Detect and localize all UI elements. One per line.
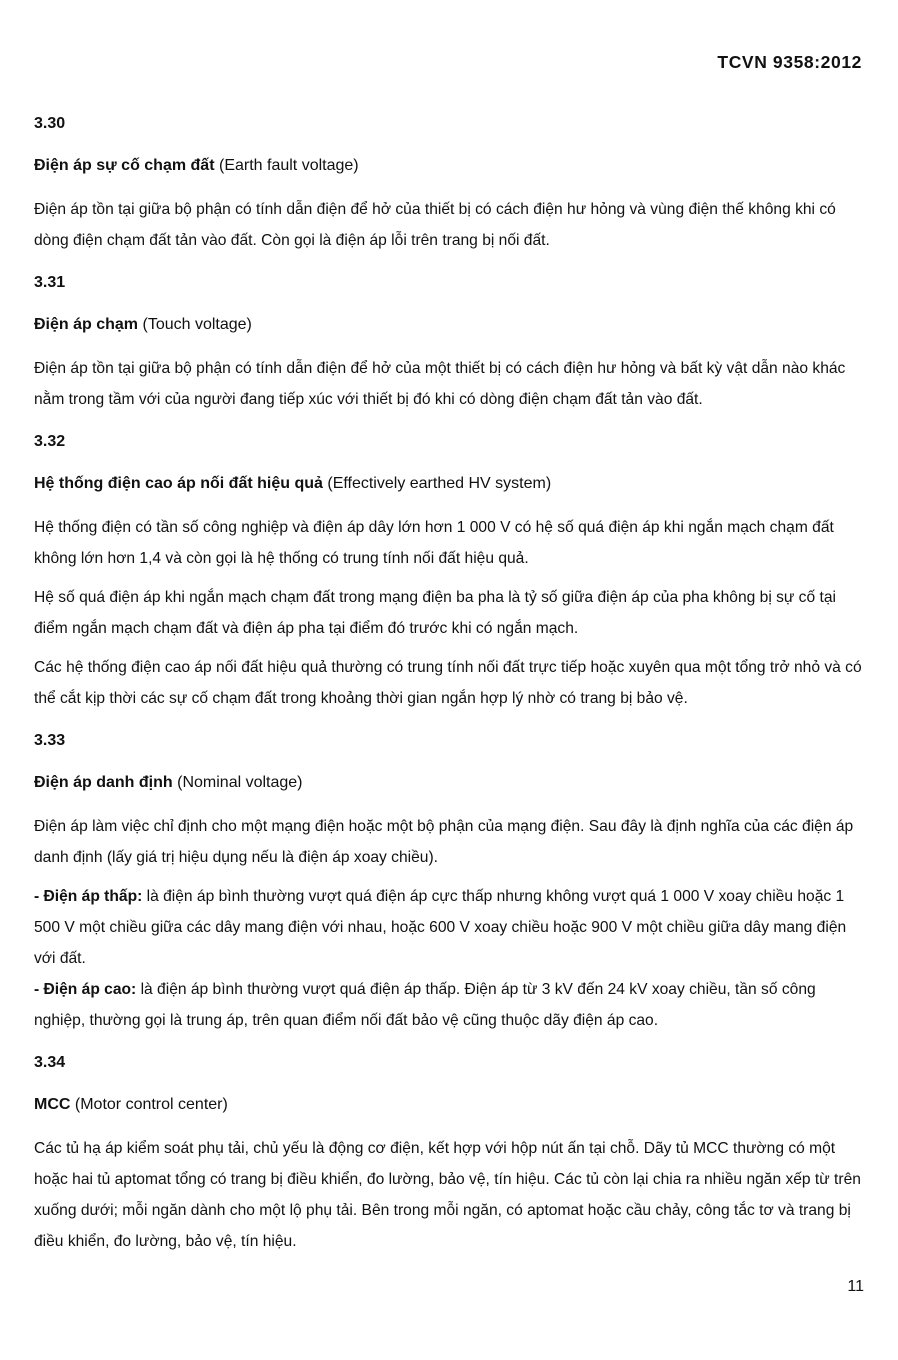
document-body [34,115,866,1265]
term-english: (Motor control center) [74,1096,228,1113]
section-number: 3.33 [34,732,66,749]
section-paragraph: Điện áp tồn tại giữa bộ phận có tính dẫn điện để hở của một thiết bị có cách điện hư hỏng và bất kỳ vật dẫn nào khác nằm trong tầm với của người đang tiếp xúc với thiết bị đó khi có dòng điện chạm đất tản vào đất. [34,360,846,408]
bullet-text: là điện áp bình thường vượt quá điện áp thấp. Điện áp từ 3 kV đến 24 kV xoay chiều, tần số công nghiệp, thường gọi là trung áp, trên quan điểm nối đất bảo vệ cũng thuộc dãy điện áp cao. [34,981,816,1029]
section-paragraph: Điện áp làm việc chỉ định cho một mạng điện hoặc một bộ phận của mạng điện. Sau đây là định nghĩa của các điện áp danh định (lấy giá trị hiệu dụng nếu là điện áp xoay chiều). [34,818,854,866]
section-paragraph: Hệ số quá điện áp khi ngắn mạch chạm đất trong mạng điện ba pha là tỷ số giữa điện áp của pha không bị sự cố tại điểm ngắn mạch chạm đất và điện áp pha tại điểm đó trước khi có ngắn mạch. [34,589,836,637]
section-paragraph: Các hệ thống điện cao áp nối đất hiệu quả thường có trung tính nối đất trực tiếp hoặc xuyên qua một tổng trở nhỏ và có thể cắt kịp thời các sự cố chạm đất trong khoảng thời gian ngắn hợp lý nhờ có trang bị bảo vệ. [34,659,862,707]
term-english: (Nominal voltage) [177,774,303,791]
term-vietnamese: Điện áp danh định [34,774,173,791]
section-number: 3.32 [34,433,66,450]
section-term [34,475,866,493]
document-code: TCVN 9358:2012 [717,52,862,72]
bullet-dash: - [34,981,44,998]
term-vietnamese: Điện áp sự cố chạm đất [34,157,215,174]
bullet-term: Điện áp cao: [43,981,137,998]
section-number: 3.30 [34,115,66,132]
section-number: 3.34 [34,1054,66,1071]
bullet-text: là điện áp bình thường vượt quá điện áp cực thấp nhưng không vượt quá 1 000 V xoay chiều hoặc 1 500 V một chiều giữa các dây mang điện với nhau, hoặc 600 V xoay chiều hoặc 900 V một chiều giữa dây mang điện với đất. [34,888,847,967]
section-term [34,316,866,334]
section-term [34,774,866,792]
bullet-dash: - [34,888,44,905]
definition-bullet [34,974,866,1036]
term-vietnamese: Điện áp chạm [34,316,139,333]
section-number: 3.31 [34,274,66,291]
term-english: (Touch voltage) [142,316,252,333]
definition-bullet [34,881,866,974]
section-term [34,157,866,175]
section-paragraph: Điện áp tồn tại giữa bộ phận có tính dẫn điện để hở của thiết bị có cách điện hư hỏng và vùng điện thế không khi có dòng điện chạm đất tản vào đất. Còn gọi là điện áp lỗi trên trang bị nối đất. [34,201,836,249]
term-vietnamese: Hệ thống điện cao áp nối đất hiệu quả [34,475,323,492]
term-english: (Effectively earthed HV system) [327,475,552,492]
section-paragraph: Các tủ hạ áp kiểm soát phụ tải, chủ yếu là động cơ điện, kết hợp với hộp nút ấn tại chỗ. Dãy tủ MCC thường có một hoặc hai tủ aptomat tổng có trang bị điều khiển, đo lường, bảo vệ, tín hiệu. Các tủ còn lại chia ra nhiều ngăn xếp từ trên xuống dưới; mỗi ngăn dành cho một lộ phụ tải. Bên trong mỗi ngăn, có aptomat hoặc cầu chảy, công tắc tơ và trang bị điều khiển, đo lường, bảo vệ, tín hiệu. [34,1140,861,1250]
term-english: (Earth fault voltage) [218,157,359,174]
page-number: 11 [847,1278,864,1295]
term-vietnamese: MCC [34,1096,71,1113]
section-paragraph: Hệ thống điện có tần số công nghiệp và điện áp dây lớn hơn 1 000 V có hệ số quá điện áp khi ngắn mạch chạm đất không lớn hơn 1,4 và còn gọi là hệ thống có trung tính nối đất hiệu quả. [34,519,834,567]
section-term [34,1096,866,1114]
bullet-term: Điện áp thấp: [43,888,143,905]
